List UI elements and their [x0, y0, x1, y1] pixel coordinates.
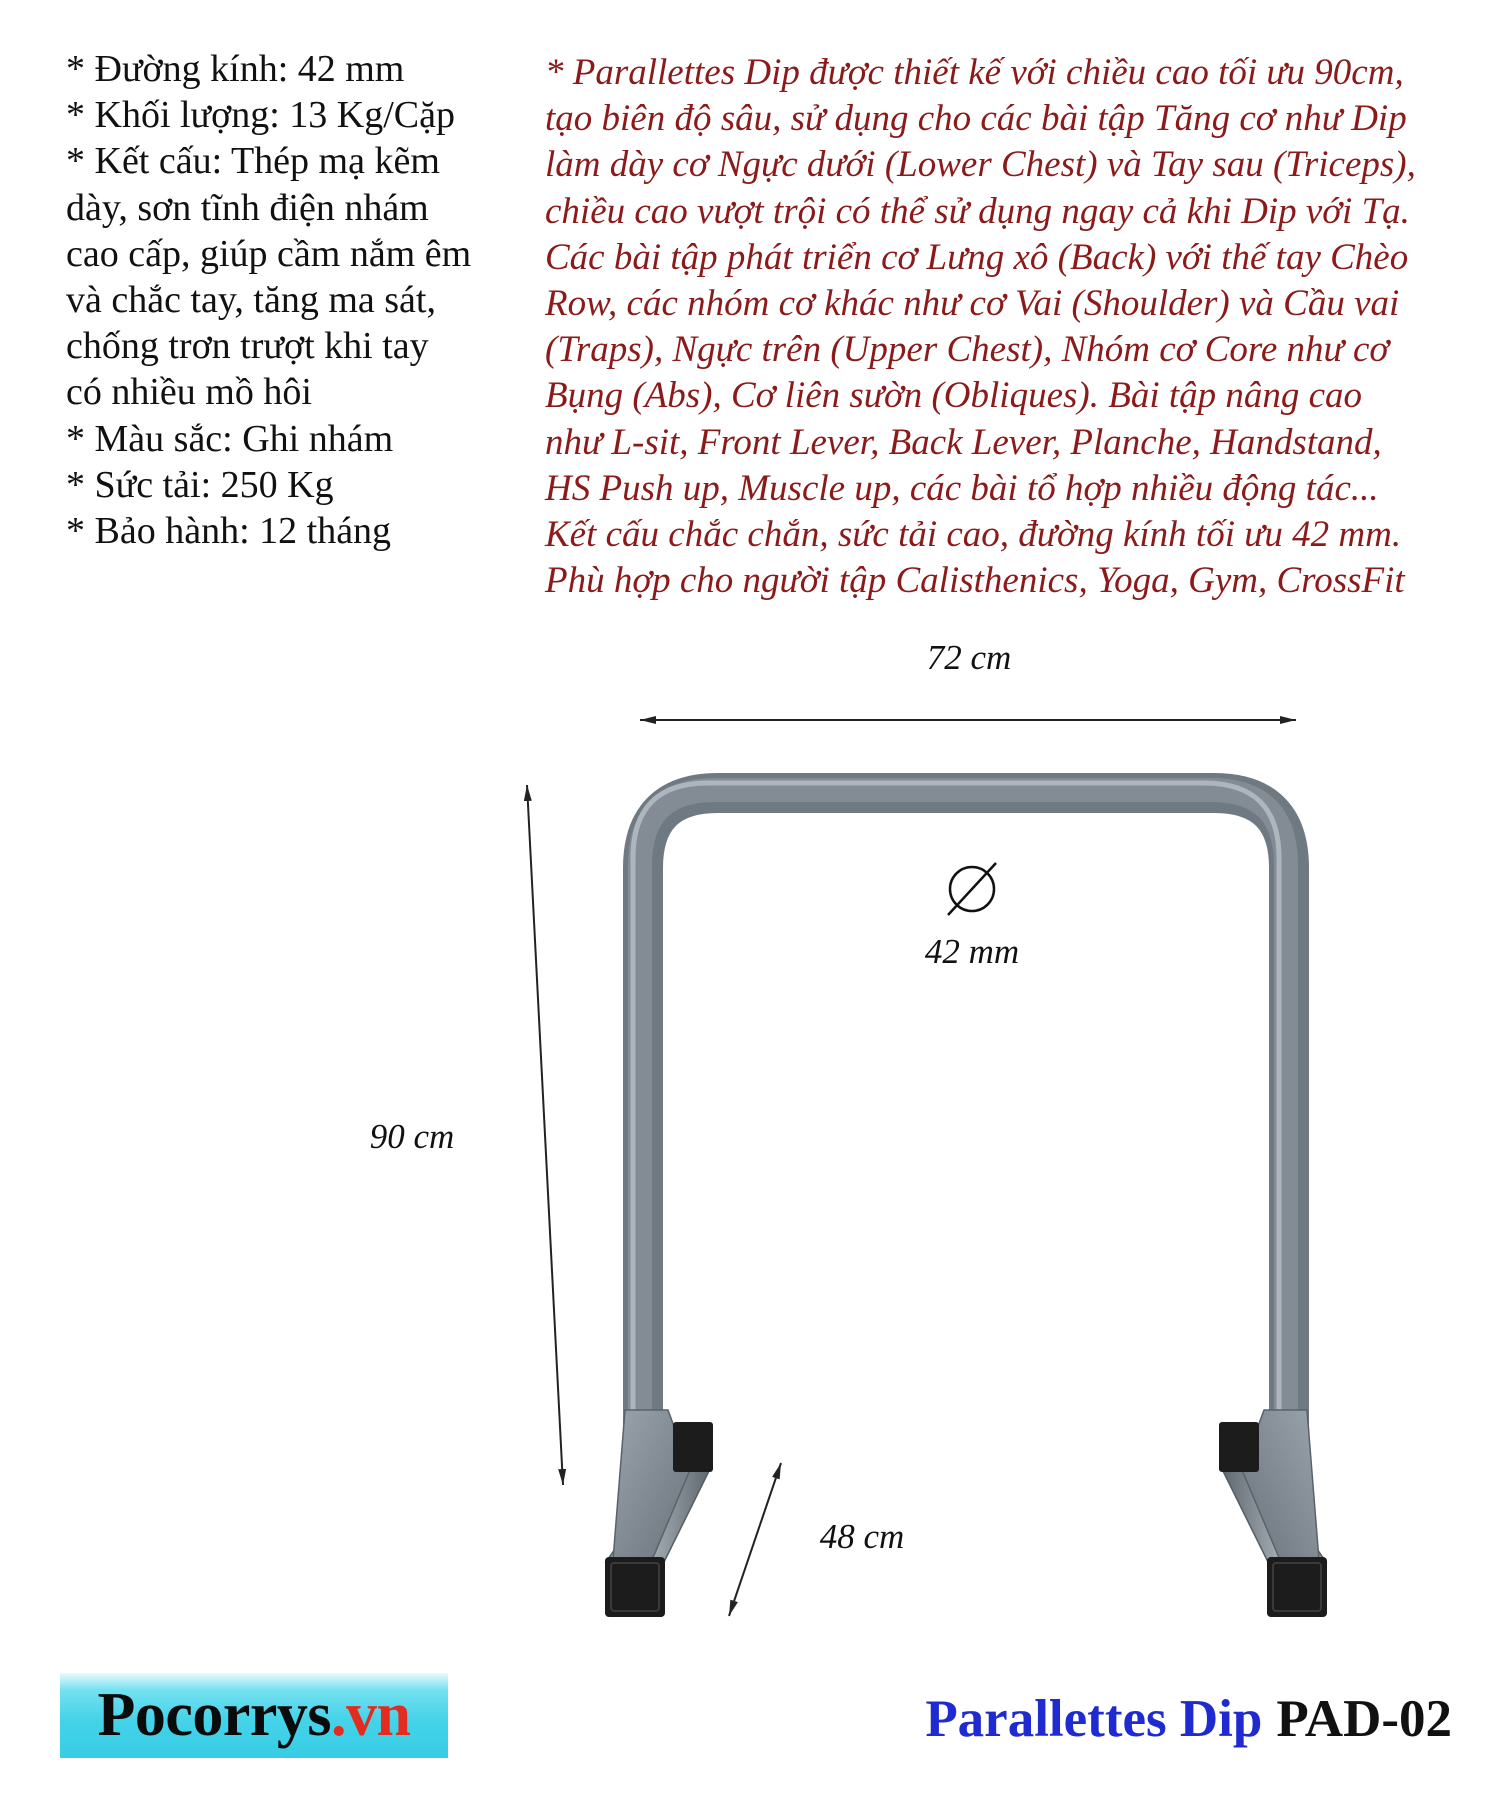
- right-foot: [1219, 1410, 1327, 1617]
- product-description: [545, 50, 1416, 604]
- description-line: Kết cấu chắc chắn, sức tải cao, đường kính tối ưu 42 mm.: [545, 514, 1402, 556]
- description-line: làm dày cơ Ngực dưới (Lower Chest) và Tay sau (Triceps),: [545, 144, 1416, 186]
- description-line: * Parallettes Dip được thiết kế với chiều cao tối ưu 90cm,: [545, 52, 1404, 93]
- height-dimension-label: 90 cm: [369, 1117, 455, 1156]
- description-line: Phù hợp cho người tập Calisthenics, Yoga, Gym, CrossFit: [545, 560, 1405, 602]
- left-foot: [605, 1410, 713, 1617]
- spec-line-structure-cont: và chắc tay, tăng ma sát,: [66, 279, 436, 322]
- product-name: Parallettes Dip: [925, 1690, 1263, 1748]
- depth-dimension-arrow: [729, 1463, 781, 1616]
- description-line: Các bài tập phát triển cơ Lưng xô (Back) với thế tay Chèo: [545, 236, 1409, 278]
- height-dimension-arrow: [527, 785, 563, 1485]
- frame-tube-shade: [640, 790, 1286, 1537]
- spec-line-structure-cont: dày, sơn tĩnh điện nhám: [66, 186, 429, 229]
- description-line: HS Push up, Muscle up, các bài tổ hợp nhiều động tác...: [545, 467, 1379, 509]
- spec-line-load: * Sức tải: 250 Kg: [66, 463, 334, 506]
- diameter-icon: [948, 863, 996, 915]
- description-line: tạo biên độ sâu, sử dụng cho các bài tập Tăng cơ như Dip: [545, 98, 1407, 140]
- width-dimension-label: 72 cm: [926, 638, 1012, 677]
- spec-line-structure-cont: cao cấp, giúp cầm nắm êm: [66, 232, 472, 275]
- dip-bar-frame: [633, 783, 1289, 1540]
- brand-logo: [60, 1673, 448, 1758]
- tube-diameter-label: 42 mm: [924, 932, 1020, 971]
- left-front-end-cap: [605, 1557, 665, 1617]
- description-line: chiều cao vượt trội có thể sử dụng ngay cả khi Dip với Tạ.: [545, 190, 1410, 232]
- left-back-end-cap: [673, 1422, 713, 1472]
- spec-line-structure-cont: có nhiều mồ hôi: [66, 371, 312, 414]
- depth-dimension-label: 48 cm: [819, 1517, 905, 1556]
- description-line: như L-sit, Front Lever, Back Lever, Planche, Handstand,: [545, 421, 1382, 463]
- brand-domain-suffix: .vn: [331, 1681, 411, 1749]
- brand-name: Pocorrys: [97, 1681, 332, 1749]
- spec-line-weight: * Khối lượng: 13 Kg/Cặp: [66, 94, 456, 137]
- right-back-end-cap: [1219, 1422, 1259, 1472]
- spec-line-color: * Màu sắc: Ghi nhám: [66, 417, 394, 460]
- spec-line-structure: * Kết cấu: Thép mạ kẽm: [66, 140, 440, 183]
- spec-line-warranty: * Bảo hành: 12 tháng: [66, 510, 392, 553]
- frame-tube: [643, 793, 1289, 1540]
- frame-tube-highlight: [633, 783, 1279, 1520]
- spec-list: [66, 46, 471, 554]
- description-line: Bụng (Abs), Cơ liên sườn (Obliques). Bài tập nâng cao: [545, 375, 1363, 417]
- product-title: [925, 1689, 1452, 1749]
- product-model: PAD-02: [1276, 1690, 1452, 1748]
- description-line: Row, các nhóm cơ khác như cơ Vai (Shoulder) và Cầu vai: [545, 283, 1400, 325]
- right-front-end-cap: [1267, 1557, 1327, 1617]
- spec-line-diameter: * Đường kính: 42 mm: [66, 48, 405, 90]
- description-line: (Traps), Ngực trên (Upper Chest), Nhóm cơ Core như cơ: [545, 329, 1390, 371]
- spec-line-structure-cont: chống trơn trượt khi tay: [66, 325, 429, 368]
